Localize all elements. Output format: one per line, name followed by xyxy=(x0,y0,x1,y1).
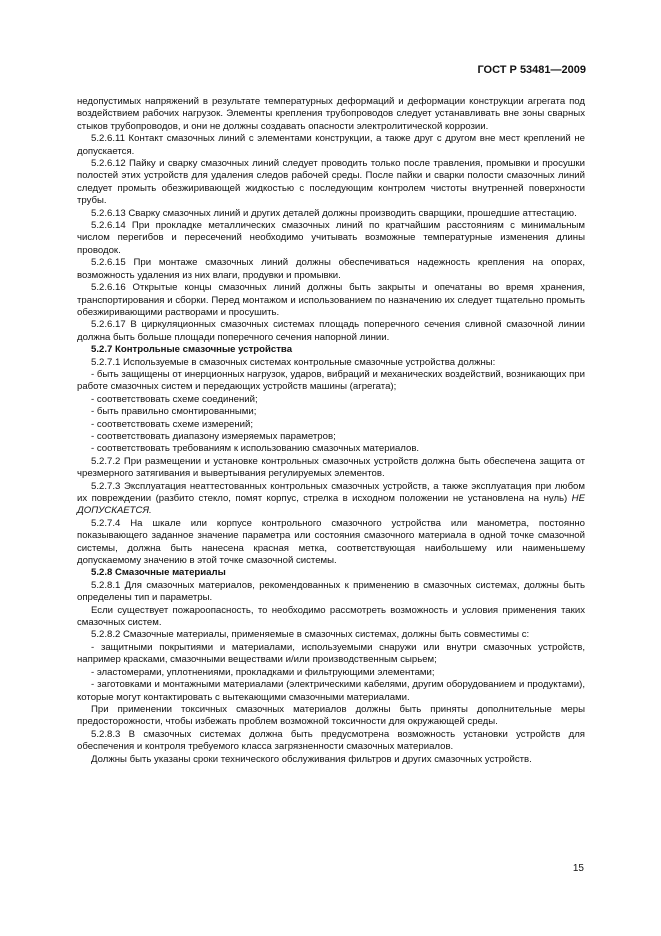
paragraph-text: 5.2.6.13 Сварку смазочных линий и других деталей должны производить сварщики, прошедшие аттестацию. xyxy=(91,207,577,219)
paragraph xyxy=(77,605,585,630)
paragraph-text: 5.2.6.11 Контакт смазочных линий с элементами конструкции, а также друг с другом вне мест креплений не допускается. xyxy=(77,133,585,157)
paragraph xyxy=(77,456,585,481)
paragraph xyxy=(77,431,585,443)
page-number: 15 xyxy=(572,863,584,874)
document-id: ГОСТ Р 53481—2009 xyxy=(477,64,586,76)
paragraph-text: 5.2.8.2 Смазочные материалы, применяемые в смазочных системах, должны быть совместимы с: xyxy=(91,629,530,641)
paragraph-text: Должны быть указаны сроки технического обслуживания фильтров и других смазочных устройств. xyxy=(91,753,532,765)
paragraph-text: 5.2.6.12 Пайку и сварку смазочных линий следует проводить только после травления, промывки и просушки полостей этих устройств для удаления следов рабочей среды. После пайки и сварки полости смазочных линий следует промыть обезжиривающей жидкостью с последующим контролем чистоты внутренней поверхности трубы. xyxy=(77,158,585,207)
paragraph-text: - соответствовать схеме измерений; xyxy=(91,418,254,430)
paragraph-text: - быть защищены от инерционных нагрузок, ударов, вибраций и механических воздействий, возникающих при работе смазочных систем и передающих устройств машины (агрегата); xyxy=(77,368,585,393)
paragraph-text: недопустимых напряжений в результате температурных деформаций и деформации конструкции агрегата под воздействием рабочих нагрузок. Элементы крепления трубопроводов следует устанавливать вне зоны сварных стыков трубопроводов, и они не должны создавать опасности электролитической коррозии. xyxy=(77,96,585,132)
paragraph-text: - соответствовать схеме соединений; xyxy=(91,393,258,405)
paragraph xyxy=(77,704,585,729)
paragraph-text: При применении токсичных смазочных материалов должны быть приняты дополнительные меры предосторожности, чтобы избежать проблем возможной токсичности для окружающей среды. xyxy=(77,703,585,728)
paragraph-emphasis: НЕ ДОПУСКАЕТСЯ. xyxy=(77,493,585,517)
paragraph xyxy=(77,394,585,406)
paragraph-text: - защитными покрытиями и материалами, используемыми снаружи или внутри смазочных устройств, например красками, смазочными веществами и/или производственным сырьем; xyxy=(77,641,585,666)
paragraph xyxy=(77,518,585,568)
paragraph-text: 5.2.7 Контрольные смазочные устройства xyxy=(91,344,293,356)
paragraph-text: - соответствовать диапазону измеряемых параметров; xyxy=(91,430,336,442)
paragraph-text: - заготовками и монтажными материалами (электрическими кабелями, другим оборудованием и продуктами), которые могут контактировать с вытекающими смазочными материалами. xyxy=(77,679,585,703)
paragraph-text: 5.2.6.17 В циркуляционных смазочных системах площадь поперечного сечения сливной смазочной линии должна быть больше площади поперечного сечения напорной линии. xyxy=(77,319,585,343)
body-text xyxy=(77,96,585,766)
paragraph xyxy=(77,642,585,667)
paragraph-text: 5.2.7.1 Используемые в смазочных системах контрольные смазочные устройства должны: xyxy=(91,356,496,368)
paragraph xyxy=(77,729,585,754)
paragraph-text: 5.2.8 Смазочные материалы xyxy=(91,567,226,579)
paragraph-text: 5.2.8.3 В смазочных системах должна быть предусмотрена возможность установки устройств для обеспечения и контроля требуемого класса загрязненности смазочных материалов. xyxy=(77,728,585,753)
paragraph xyxy=(77,406,585,418)
paragraph xyxy=(77,667,585,679)
paragraph-text: Если существует пожароопасность, то необходимо рассмотреть возможность и условия применения таких смазочных систем. xyxy=(77,604,585,629)
paragraph-text: - соответствовать требованиям к использованию смазочных материалов. xyxy=(91,443,420,455)
paragraph xyxy=(77,419,585,431)
paragraph xyxy=(77,629,585,641)
paragraph xyxy=(77,443,585,455)
paragraph-text: 5.2.6.14 При прокладке металлических смазочных линий по кратчайшим расстояниям с минимальным числом перегибов и пересечений необходимо учитывать возможные температурные изменения длины проводок. xyxy=(77,220,585,256)
paragraph xyxy=(77,282,585,319)
paragraph-text: 5.2.7.2 При размещении и установке контрольных смазочных устройств должна быть обеспечена защита от чрезмерного затягивания и вывертывания регулируемых элементов. xyxy=(77,455,585,480)
paragraph xyxy=(77,158,585,208)
paragraph-text: - эластомерами, уплотнениями, прокладками и фильтрующими элементами; xyxy=(91,666,435,678)
paragraph-text: 5.2.8.1 Для смазочных материалов, рекомендованных к применению в смазочных системах, должны быть определены тип и параметры. xyxy=(77,579,585,604)
section-heading xyxy=(77,567,585,579)
paragraph-text: - быть правильно смонтированными; xyxy=(91,406,257,418)
paragraph xyxy=(77,580,585,605)
paragraph xyxy=(77,133,585,158)
paragraph xyxy=(77,679,585,704)
paragraph-text: 5.2.6.16 Открытые концы смазочных линий должны быть закрыты и опечатаны во время хранения, транспортирования и сборки. Перед монтажом и использованием по назначению их следует тщательно промыть обезжиривающими растворами и просушить. xyxy=(77,282,585,318)
paragraph-text: 5.2.7.4 На шкале или корпусе контрольного смазочного устройства или манометра, постоянно показывающего заданное значение параметра или состояния смазочного материала в одной точке смазочной системы, должна быть нанесена красная метка, соответствующая наибольшему или наименьшему допускаемому значению в этой точке смазочной системы. xyxy=(77,517,585,567)
paragraph-text: 5.2.6.15 При монтаже смазочных линий должны обеспечиваться надежность крепления на опорах, возможность удаления из них влаги, продувки и промывки. xyxy=(77,257,585,281)
paragraph xyxy=(77,220,585,257)
section-heading xyxy=(77,344,585,356)
paragraph xyxy=(77,369,585,394)
paragraph xyxy=(77,96,585,133)
paragraph xyxy=(77,754,585,766)
paragraph xyxy=(77,208,585,220)
paragraph xyxy=(77,357,585,369)
paragraph xyxy=(77,481,585,518)
paragraph xyxy=(77,257,585,282)
paragraph xyxy=(77,319,585,344)
paragraph-text: 5.2.7.3 Эксплуатация неаттестованных контрольных смазочных устройств, а также эксплуатация при любом их повреждении (разбито стекло, помят корпус, стрелка в исходном положении не установлена на нуль) xyxy=(77,480,585,504)
